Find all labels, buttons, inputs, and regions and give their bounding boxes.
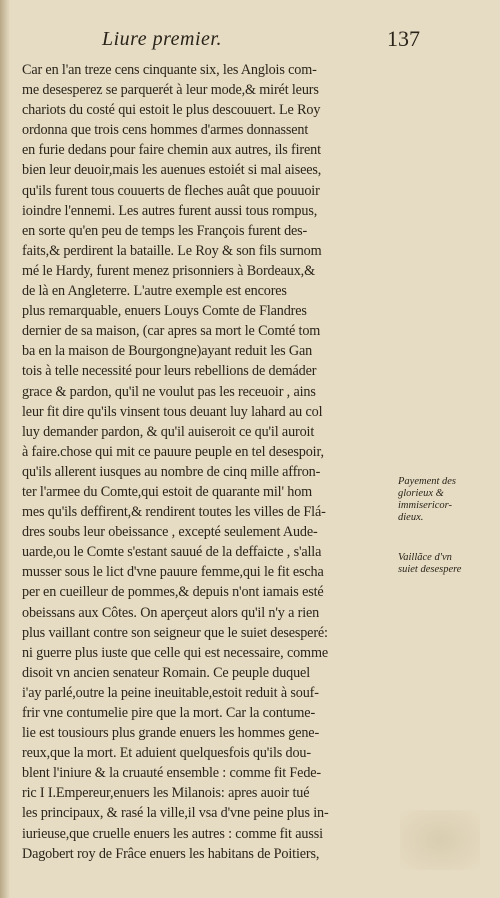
- text-line: luy demander pardon, & qu'il auiseroit ce qu'il auroit: [22, 423, 315, 440]
- text-line: faits,& perdirent la bataille. Le Roy & son fils surnom: [22, 242, 322, 259]
- text-line: reux,que la mort. Et aduient quelquesfois qu'ils dou-: [22, 745, 311, 762]
- text-line: qu'ils allerent iusques au nombre de cinq mille affron-: [22, 463, 321, 480]
- marginal-note-line: suiet desespere: [398, 564, 462, 575]
- text-line: iurieuse,que cruelle enuers les autres : comme fit aussi: [22, 825, 323, 842]
- text-line: disoit vn ancien senateur Romain. Ce peuple duquel: [22, 664, 310, 681]
- text-line: me desesperez se parquerét à leur mode,& mirét leurs: [22, 82, 319, 99]
- text-line: les principaux, & rasé la ville,il vsa d'vne peine plus in-: [22, 805, 329, 822]
- text-line: à faire.chose qui mit ce pauure peuple en tel desespoir,: [22, 443, 324, 460]
- marginal-note-line: dieux.: [398, 512, 424, 523]
- body-text: [22, 60, 402, 864]
- text-line: qu'ils furent tous couuerts de fleches auât que pouuoir: [22, 182, 320, 199]
- text-line: ni guerre plus iuste que celle qui est necessaire, comme: [22, 644, 328, 661]
- text-line: bien leur deuoir,mais les auenues estoiét si mal aisees,: [22, 162, 322, 179]
- text-line: ordonna que trois cens hommes d'armes donnassent: [22, 122, 309, 139]
- text-line: leur fit dire qu'ils vinsent tous deuant luy lahard au col: [22, 403, 323, 420]
- text-line: mé le Hardy, furent menez prisonniers à Bordeaux,&: [22, 262, 315, 279]
- text-line: dernier de sa maison, (car apres sa mort le Comté tom: [22, 323, 321, 340]
- paper-stain: [400, 810, 480, 870]
- text-line: i'ay parlé,outre la peine ineuitable,estoit reduit à souf-: [22, 684, 319, 701]
- text-line: tois à telle necessité pour leurs rebellions de demáder: [22, 363, 317, 380]
- text-line: lie est tousiours plus grande enuers les hommes gene-: [22, 725, 320, 742]
- marginal-note-payement: [398, 476, 493, 524]
- page-gutter: [0, 0, 10, 898]
- text-line: mes qu'ils deffirent,& rendirent toutes les villes de Flá-: [22, 504, 326, 521]
- text-line: frir vne contumelie pire que la mort. Car la contume-: [22, 705, 316, 721]
- page-number: 137: [387, 26, 420, 51]
- text-line: de là en Angleterre. L'autre exemple est encores: [22, 283, 287, 300]
- text-line: en furie dedans pour faire chemin aux autres, ils firent: [22, 142, 321, 159]
- marginal-note-line: immisericor-: [398, 500, 453, 511]
- marginal-note-vaillance: [398, 552, 493, 576]
- text-line: plus remarquable, enuers Louys Comte de Flandres: [22, 303, 307, 320]
- text-line: grace & pardon, qu'il ne voulut pas les receuoir , ains: [22, 383, 316, 400]
- text-line: dres soubs leur obeissance , excepté seulement Aude-: [22, 524, 318, 541]
- marginal-note-line: glorieux &: [398, 488, 444, 499]
- text-line: ric I I.Empereur,enuers les Milanois: apres auoir tué: [22, 785, 310, 802]
- text-line: Dagobert roy de Frâce enuers les habitans de Poitiers,: [22, 845, 320, 862]
- text-line: blent l'iniure & la cruauté ensemble : comme fit Fede-: [22, 765, 321, 782]
- text-line: ba en la maison de Bourgongne)ayant reduit les Gan: [22, 343, 313, 360]
- text-line: ter l'armee du Comte,qui estoit de quarante mil' hom: [22, 483, 313, 500]
- text-line: plus vaillant contre son seigneur que le suiet desesperé:: [22, 624, 328, 641]
- text-line: Car en l'an treze cens cinquante six, les Anglois com-: [22, 62, 317, 78]
- running-title: Liure premier.: [102, 28, 222, 50]
- text-line: per en cueilleur de pommes,& depuis n'ont iamais esté: [22, 584, 324, 601]
- text-line: musser sous le lict d'vne pauure femme,qui le fit escha: [22, 564, 324, 581]
- text-line: ioindre l'ennemi. Les autres furent aussi tous rompus,: [22, 202, 318, 219]
- marginal-note-line: Vaillãce d'vn: [398, 552, 452, 563]
- text-line: chariots du costé qui estoit le plus descouuert. Le Roy: [22, 102, 321, 119]
- text-line: uarde,ou le Comte s'estant sauué de la deffaicte , s'alla: [22, 544, 322, 561]
- running-header: [100, 26, 420, 52]
- text-line: obeissans aux Côtes. On aperçeut alors qu'il n'y a rien: [22, 604, 320, 621]
- marginal-note-line: Payement des: [398, 476, 457, 487]
- text-line: en sorte qu'en peu de temps les François furent des-: [22, 222, 308, 239]
